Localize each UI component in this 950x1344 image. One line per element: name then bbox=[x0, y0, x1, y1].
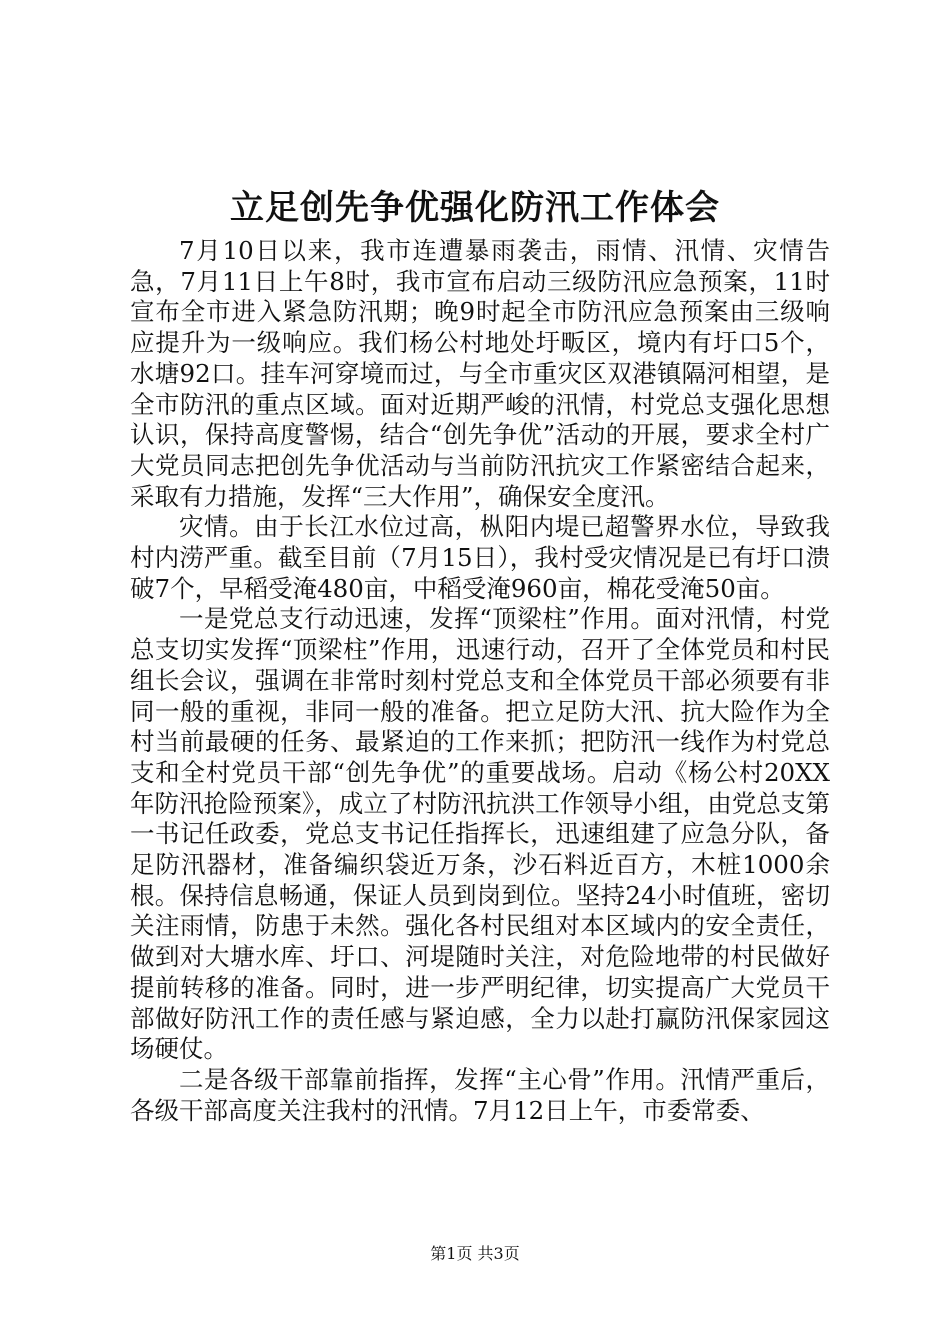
document-title: 立足创先争优强化防汛工作体会 bbox=[230, 188, 720, 228]
document-body bbox=[130, 236, 830, 1126]
paragraph-intro: 7月10日以来，我市连遭暴雨袭击，雨情、汛情、灾情告急，7月11日上午8时，我市宣布启动三级防汛应急预案，11时宣布全市进入紧急防汛期；晚9时起全市防汛应急预案由三级响应提升为一级响应。我们杨公村地处圩畈区，境内有圩口5个，水塘92口。挂车河穿境而过，与全市重灾区双港镇隔河相望，是全市防汛的重点区域。面对近期严峻的汛情，村党总支强化思想认识，保持高度警惕，结合“创先争优”活动的开展，要求全村广大党员同志把创先争优活动与当前防汛抗灾工作紧密结合起来，采取有力措施，发挥“三大作用”，确保安全度汛。 bbox=[130, 236, 830, 511]
paragraph-disaster: 灾情。由于长江水位过高，枞阳内堤已超警界水位，导致我村内涝严重。截至目前（7月15日），我村受灾情况是已有圩口溃破7个，早稻受淹480亩，中稻受淹960亩，棉花受淹50亩。 bbox=[130, 512, 830, 603]
page-footer: 第1页 共3页 bbox=[430, 1244, 520, 1263]
paragraph-cadres: 二是各级干部靠前指挥，发挥“主心骨”作用。汛情严重后，各级干部高度关注我村的汛情。7月12日上午，市委常委、 bbox=[130, 1064, 830, 1125]
paragraph-party-branch: 一是党总支行动迅速，发挥“顶梁柱”作用。面对汛情，村党总支切实发挥“顶梁柱”作用，迅速行动，召开了全体党员和村民组长会议，强调在非常时刻村党总支和全体党员干部必须要有非同一般的重视，非同一般的准备。把立足防大汛、抗大险作为全村当前最硬的任务、最紧迫的工作来抓；把防汛一线作为村党总支和全村党员干部“创先争优”的重要战场。启动《杨公村20XX年防汛抢险预案》，成立了村防汛抗洪工作领导小组，由党总支第一书记任政委，党总支书记任指挥长，迅速组建了应急分队，备足防汛器材，准备编织袋近万条，沙石料近百方，木桩1000余根。保持信息畅通，保证人员到岗到位。坚持24小时值班，密切关注雨情，防患于未然。强化各村民组对本区域内的安全责任，做到对大塘水库、圩口、河堤随时关注，对危险地带的村民做好提前转移的准备。同时，进一步严明纪律，切实提高广大党员干部做好防汛工作的责任感与紧迫感，全力以赴打赢防汛保家园这场硬仗。 bbox=[130, 604, 830, 1064]
